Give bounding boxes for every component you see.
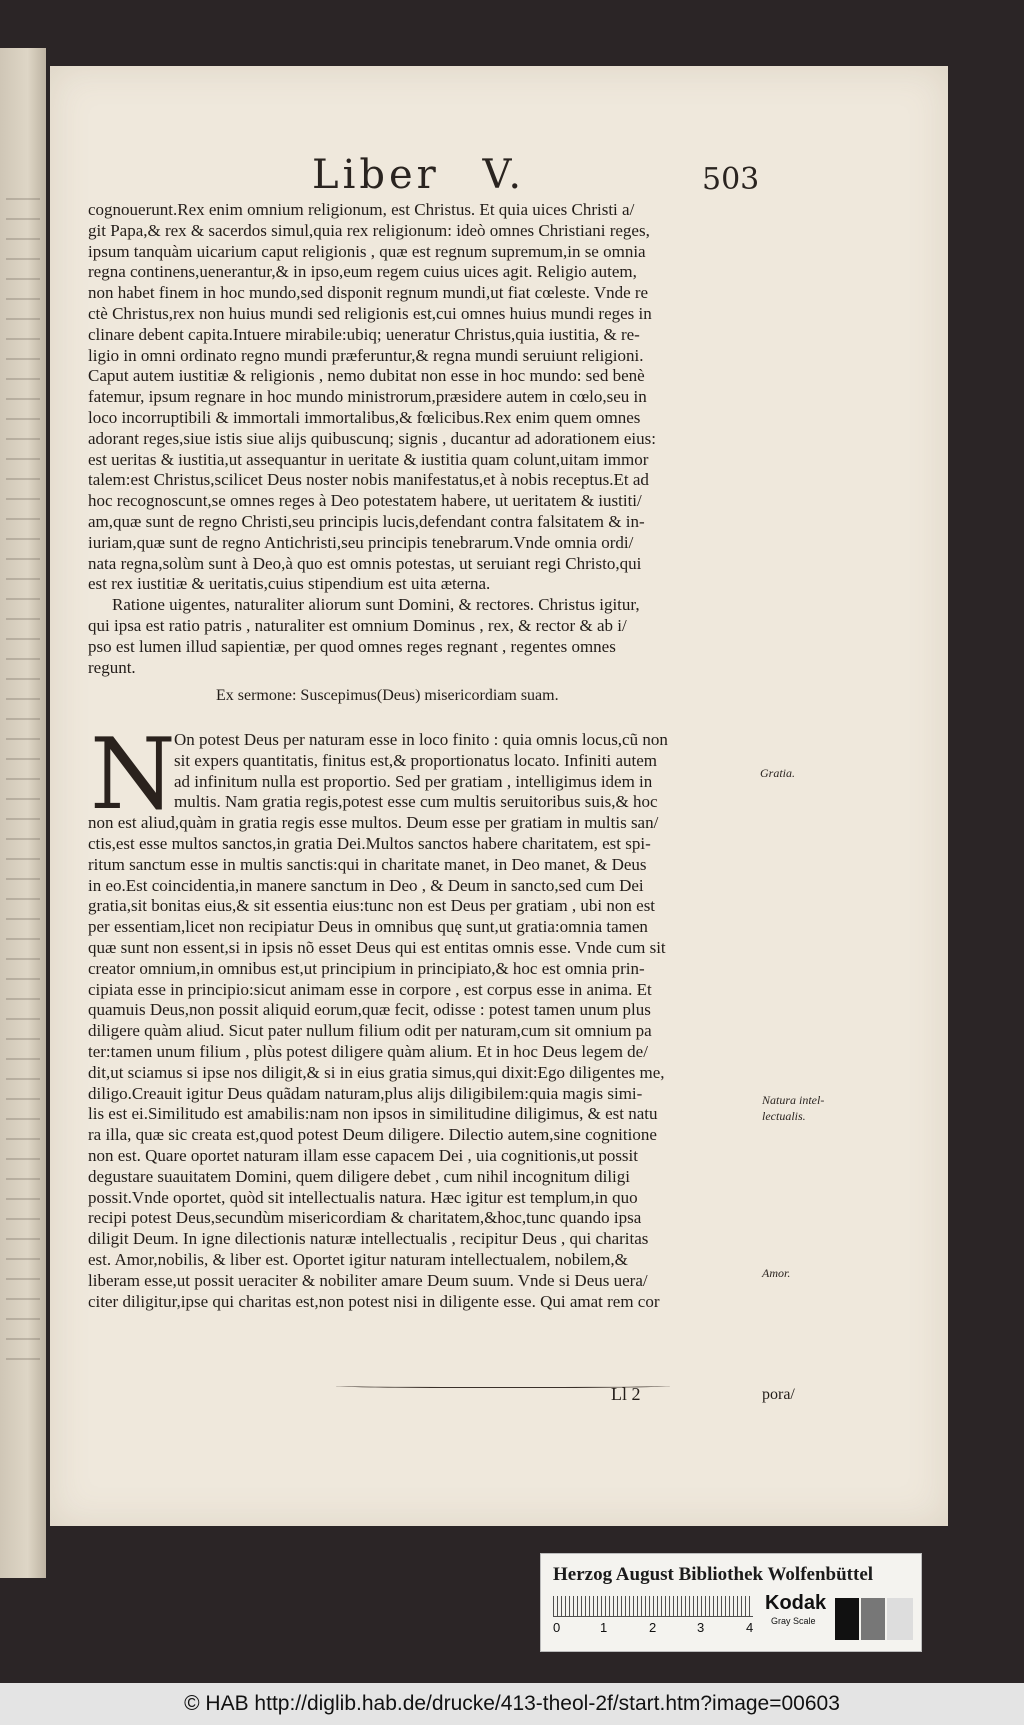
text-line: regunt. [88,657,136,677]
text-line: creator omnium,in omnibus est,ut principium in principiato,& hoc est omnia prin- [88,958,645,978]
text-line: ad infinitum nulla est proportio. Sed per gratiam , intelligimus idem in [174,771,653,791]
book-page [50,66,948,1526]
marginal-note-natura: Natura intel- [762,1093,825,1107]
text-line: iuriam,quæ sunt de regno Antichristi,seu principis tenebrarum.Vnde omnia ordi/ [88,532,634,552]
page-number: 503 [702,162,760,197]
decorated-initial: N [90,718,176,832]
swatch-black [835,1598,859,1640]
text-line: ra illa, quæ sic creata est,quod potest Deum diligere. Dilectio autem,sine cognitione [88,1125,657,1145]
text-line: liberam esse,ut possit ueraciter & nobiliter amare Deum suum. Vnde si Deus uera/ [88,1270,648,1290]
text-line: nata regna,solùm sunt à Deo,à quo est omnis potestas, ut seruiant regi Christo,qui [88,553,642,573]
text-line: ligio in omni ordinato regno mundi præferuntur,& regna mundi seruiunt religioni. [88,345,644,365]
text-line: sit expers quantitatis, finitus est,& proportionatus locato. Infiniti autem [174,750,657,770]
ruler-number: 0 [553,1620,561,1635]
gray-scale-label: Gray Scale [771,1616,816,1626]
text-line: qui ipsa est ratio patris , naturaliter est omnium Dominus , rex, & rector & ab i/ [88,615,627,635]
text-block-1 [88,200,808,678]
text-line: gratia,sit bonitas eius,& sit essentia eius:tunc non est Deus per gratiam , ubi non est [88,896,656,916]
text-line: ter:tamen unum filium , plùs potest diligere quàm alium. Et in hoc Deus legem de/ [88,1041,648,1061]
text-line: lis est ei.Similitudo est amabilis:nam non ipsos in similitudine diligimus, & est natu [88,1104,658,1124]
previous-page-edge [0,48,46,1578]
signature-mark: Ll 2 [611,1384,641,1404]
catchword: pora/ [762,1386,795,1403]
text-line: diligo.Creauit igitur Deus quãdam naturam,plus alijs diligibilem:quia magis simi- [88,1083,643,1103]
text-line: dit,ut sciamus si ipse nos diligit,& si in eius gratia simus,qui dixit:Ego diligentes me, [88,1062,665,1082]
ruler-number: 2 [649,1620,657,1635]
text-line: est ueritas & iustitia,ut assequantur in ueritate & iustitia quam colunt,uitam immor [88,449,649,469]
marginal-note-amor: Amor. [762,1266,791,1280]
text-line: On potest Deus per naturam esse in loco finito : quia omnis locus,cũ non [174,730,668,749]
text-line: ctè Christus,rex non huius mundi sed religionis est,cui omnes huius mundi reges in [88,303,652,323]
text-line: Caput autem iustitiæ & religionis , nemo dubitat non esse in hoc mundo: sed benè [88,366,645,386]
text-line: quæ sunt non essent,si in ipsis nõ esset Deus qui est entitas omnis esse. Vnde cum sit [88,937,666,957]
text-line: loco incorruptibili & immortali immortalibus,& fœlicibus.Rex enim quem omnes [88,407,641,427]
footer-bar [0,1683,1024,1725]
kodak-logo: Kodak [765,1592,827,1614]
text-line: est rex iustitiæ & ueritatis,cuius stipendium est uita æterna. [88,574,491,594]
sermon-heading: Ex sermone: Suscepimus(Deus) misericordiam suam. [216,687,559,704]
text-line: talem:est Christus,scilicet Deus noster nobis manifestatus,et à nobis receptus.Et ad [88,470,649,490]
text-line: diligere quàm aliud. Sicut pater nullum filium odit per naturam,cum sit omnium pa [88,1021,652,1041]
text-line: degustare suauitatem Domini, quem diligere debet , cum nihil incognitum diligi [88,1166,630,1186]
text-line: cipiata esse in principio:sicut animam esse in corpore , est corpus esse in anima. Et [88,979,652,999]
text-line: possit.Vnde oportet, quòd sit intellectualis natura. Hæc igitur est templum,in quo [88,1187,638,1207]
ruler-number: 4 [746,1620,754,1635]
text-line: per essentiam,licet non recipiatur Deus in omnibus quę sunt,ut gratia:omnia tamen [88,917,648,937]
text-line: citer diligitur,ipse qui charitas est,non potest nisi in diligente esse. Qui amat rem cor [88,1291,660,1311]
marginal-note-gratia: Gratia. [760,766,796,780]
text-line: Ratione uigentes, naturaliter aliorum sunt Domini, & rectores. Christus igitur, [112,595,640,615]
text-line: recipi potest Deus,secundùm misericordiam & charitatem,&hoc,tunc quando ipsa [88,1208,642,1228]
text-line: am,quæ sunt de regno Christi,seu principis lucis,defendant contra falsitatem & in- [88,511,645,531]
text-line: cognouerunt.Rex enim omnium religionum, est Christus. Et quia uices Christi a/ [88,200,635,219]
measurement-ruler [553,1596,753,1617]
text-line: multis. Nam gratia regis,potest esse cum multis seruitoribus suis,& hoc [174,792,658,812]
ruler-number: 3 [697,1620,705,1635]
swatch-light [887,1598,913,1640]
library-name: Herzog August Bibliothek Wolfenbüttel [553,1564,874,1585]
footer-credit: © HAB http://diglib.hab.de/drucke/413-theol-2f/start.htm?image=00603 [184,1692,840,1715]
text-line: non habet finem in hoc mundo,sed disponit regnum mundi,ut fiat cœleste. Vnde re [88,283,649,303]
swatch-gray [861,1598,885,1640]
text-line: git Papa,& rex & sacerdos simul,quia rex religionum: ideò omnes Christiani reges, [88,220,650,240]
text-line: est. Amor,nobilis, & liber est. Oportet igitur naturam intellectualem, nobilem,& [88,1249,628,1269]
running-title: Liber V. [312,152,526,198]
bleed-through-text [6,198,40,1378]
text-line: in eo.Est coincidentia,in manere sanctum in Deo , & Deum in sancto,sed cum Dei [88,875,644,895]
text-line: ritum sanctum esse in multis sanctis:qui in charitate manet, in Deo manet, & Deus [88,854,647,874]
ruler-number: 1 [600,1620,608,1635]
text-line: ipsum tanquàm uicarium caput religionis , quæ est regnum supremum,in se omnia [88,241,646,261]
text-line: ctis,est esse multos sanctos,in gratia Dei.Multos sanctos habere charitatem, est spi- [88,833,651,853]
text-line: adorant reges,siue istis siue alijs quibuscunq; signis , ducantur ad adorationem eius: [88,428,656,448]
text-line: non est. Quare oportet naturam illam esse capacem Dei , uia cognitionis,ut possit [88,1145,638,1165]
color-calibration-card [540,1553,922,1652]
text-block-2 [88,730,808,1312]
text-line: fatemur, ipsum regnare in hoc mundo ministrorum,præsidere autem in cœlo,seu in [88,387,647,407]
text-line: hoc recognoscunt,se omnes reges à Deo potestatem habere, ut ueritatem & iustiti/ [88,491,642,511]
text-line: quamuis Deus,non possit aliquid eorum,quæ fecit, odisse : potest tamen unum plus [88,1000,651,1020]
text-line: pso est lumen illud sapientiæ, per quod omnes reges regnant , regentes omnes [88,636,616,656]
text-line: clinare debent capita.Intuere mirabile:ubiq; ueneratur Christus,quia iustitia, & re- [88,324,640,344]
text-line: diligit Deum. In igne dilectionis naturæ intellectualis , recipitur Deus , qui charitas [88,1229,649,1249]
text-line: non est aliud,quàm in gratia regis esse multos. Deum esse per gratiam in multis san/ [88,813,659,833]
text-line: regna continens,uenerantur,& in ipso,eum regem cuius uices agit. Religio autem, [88,262,637,282]
marginal-note-natura-cont: lectualis. [762,1109,806,1123]
